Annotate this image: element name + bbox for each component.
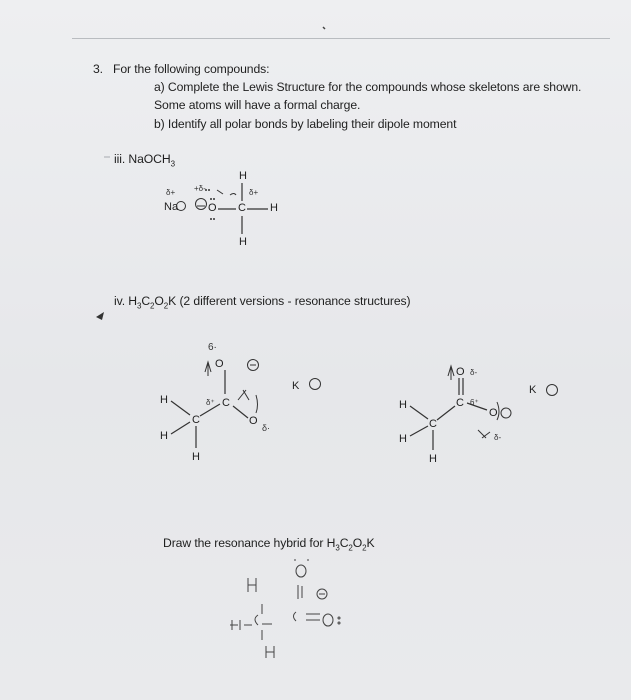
naoch3-na-atom: Na [164, 201, 179, 213]
res2-o-top: O [456, 366, 465, 378]
part-a-line2: Some atoms will have a formal charge. [154, 98, 361, 112]
naoch3-h-top: H [239, 170, 247, 182]
res2-delta-o2: δ- [494, 433, 502, 442]
question-number: 3. [93, 62, 103, 76]
item-iv-label: iv. $H_3C_2O_2K$ (2 different versions - resonance structures) [114, 294, 411, 311]
res1-o-top: O [215, 358, 224, 370]
res2-c-carbonyl: C [456, 397, 464, 409]
naoch3-c-atom: C [238, 202, 246, 214]
question-title: For the following compounds: [113, 62, 270, 76]
naoch3-h-bottom: H [239, 236, 247, 248]
hybrid-prompt: Draw the resonance hybrid for $H_3C_2O_2K$ [163, 536, 375, 553]
res2-k-ion: K [529, 384, 537, 396]
res1-h-bottom: H [192, 451, 200, 463]
hybrid-sketch [230, 560, 340, 658]
res1-delta-top: 6· [208, 342, 217, 353]
res1-h-upper: H [160, 394, 168, 406]
res2-h-lower: H [399, 433, 407, 445]
part-a-line1: a) Complete the Lewis Structure for the compounds whose skeletons are shown. [154, 80, 582, 94]
res2-h-bottom: H [429, 453, 437, 465]
res1-bonds [171, 370, 248, 448]
res1-c-methyl: C [192, 414, 200, 426]
naoch3-delta-c: δ+ [249, 188, 259, 197]
naoch3-annotations [177, 190, 237, 211]
res1-delta-o: δ· [262, 423, 271, 433]
naoch3-delta-o: +δ- [194, 184, 206, 193]
header-mark [323, 27, 325, 29]
naoch3-h-right: H [270, 202, 278, 214]
part-b-text: b) Identify all polar bonds by labeling their dipole moment [154, 117, 457, 131]
res1-delta-c: δ⁺ [206, 398, 215, 407]
item-iii-label: iii. NaOCH$_3$ [114, 152, 175, 169]
naoch3-delta-na: δ+ [166, 188, 176, 197]
res1-k-ion: K [292, 380, 300, 392]
naoch3-bonds [218, 183, 268, 234]
cursor-arrow-icon [96, 312, 104, 320]
res1-c-carbonyl: C [222, 397, 230, 409]
naoch3-o-atom: O [208, 202, 217, 214]
res1-annotations [205, 360, 321, 414]
res2-delta-o: δ- [470, 368, 478, 377]
res2-h-upper: H [399, 399, 407, 411]
res2-c-methyl: C [429, 418, 437, 430]
res1-o-right: O [249, 415, 258, 427]
res2-delta-c: 6⁺ [470, 398, 479, 407]
res2-bonds [410, 378, 487, 450]
res2-annotations [448, 366, 558, 438]
res1-h-lower: H [160, 430, 168, 442]
res2-o-right: O [489, 407, 498, 419]
